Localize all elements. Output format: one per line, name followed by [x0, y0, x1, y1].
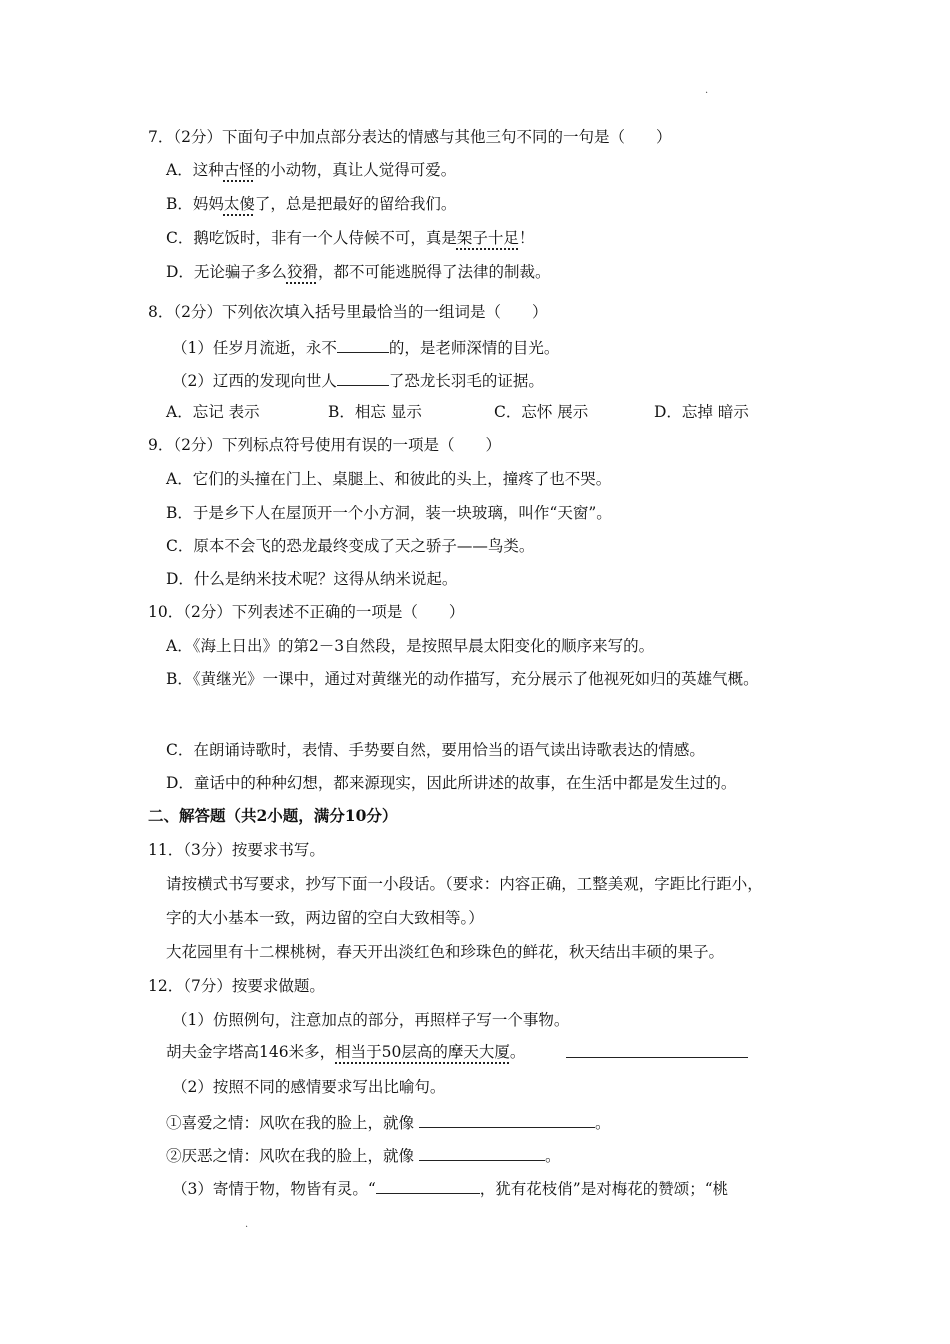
q12-part-3: （3）寄情于物，物皆有灵。“ ，犹有花枝俏”是对梅花的赞颂；“桃: [172, 1177, 728, 1199]
q12-part-3-blank[interactable]: [376, 1177, 480, 1194]
q12-love-simile: ①喜爱之情：风吹在我的脸上，就像 。: [166, 1111, 610, 1133]
q12-example-dotted: 相当于50层高的摩天大厦: [335, 1043, 510, 1061]
q7-option-c-dotted: 架子十足: [456, 229, 519, 247]
page-mark-top: ·: [705, 88, 709, 99]
q8-blank-2[interactable]: [337, 369, 389, 386]
q8-stem: 8．（2分）下列依次填入括号里最恰当的一组词是（ ）: [148, 303, 548, 321]
page-mark-bottom: ·: [245, 1222, 249, 1233]
q12-hate-blank[interactable]: [419, 1144, 545, 1161]
q12-part-2: （2）按照不同的感情要求写出比喻句。: [172, 1078, 446, 1096]
q12-part-1: （1）仿照例句，注意加点的部分，再照样子写一个事物。: [172, 1011, 570, 1029]
q10-option-b: B．《黄继光》一课中，通过对黄继光的动作描写，充分展示了他视死如归的英雄气概。: [166, 670, 759, 688]
q10-option-a: A．《海上日出》的第2－3自然段，是按照早晨太阳变化的顺序来写的。: [166, 637, 655, 655]
q7-option-b-dotted: 太傻: [223, 195, 255, 213]
q9-option-b: B．于是乡下人在屋顶开一个小方洞，装一块玻璃，叫作“天窗”。: [166, 504, 612, 522]
q12-stem: 12．（7分）按要求做题。: [148, 977, 325, 995]
q9-option-a: A．它们的头撞在门上、桌腿上、和彼此的头上，撞疼了也不哭。: [166, 470, 612, 488]
q7-option-a: A．这种古怪的小动物，真让人觉得可爱。: [166, 161, 457, 179]
q9-stem: 9．（2分）下列标点符号使用有误的一项是（ ）: [148, 436, 501, 454]
q8-blank-1[interactable]: [337, 336, 389, 353]
q11-requirement-2: 字的大小基本一致，两边留的空白大致相等。）: [166, 909, 484, 927]
q10-option-c: C．在朗诵诗歌时，表情、手势要自然，要用恰当的语气读出诗歌表达的情感。: [166, 741, 705, 759]
q7-option-d: D．无论骗子多么狡猾，都不可能逃脱得了法律的制裁。: [166, 263, 551, 281]
q10-option-d: D．童话中的种种幻想，都来源现实，因此所讲述的故事，在生活中都是发生过的。: [166, 774, 737, 792]
q7-option-b: B．妈妈太傻了，总是把最好的留给我们。: [166, 195, 457, 213]
q12-love-blank[interactable]: [419, 1111, 595, 1128]
q7-option-a-dotted: 古怪: [223, 161, 255, 179]
q9-option-c: C．原本不会飞的恐龙最终变成了天之骄子——鸟类。: [166, 537, 535, 555]
q8-option-b: B．相忘 显示: [328, 403, 422, 421]
q7-option-c: C．鹅吃饭时，非有一个人侍候不可，真是架子十足！: [166, 229, 535, 247]
section-2-title: 二、解答题（共2小题，满分10分）: [148, 806, 398, 825]
q8-option-d: D．忘掉 暗示: [654, 403, 749, 421]
q10-stem: 10．（2分）下列表述不正确的一项是（ ）: [148, 603, 465, 621]
q12-example: 胡夫金字塔高146米多，相当于50层高的摩天大厦。: [166, 1043, 526, 1061]
q11-copy-text: 大花园里有十二棵桃树，春天开出淡红色和珍珠色的鲜花，秋天结出丰硕的果子。: [166, 943, 725, 961]
q12-hate-simile: ②厌恶之情：风吹在我的脸上，就像 。: [166, 1144, 560, 1166]
q11-requirement-1: 请按横式书写要求，抄写下面一小段话。（要求：内容正确，工整美观，字距比行距小，: [166, 875, 763, 893]
q8-sentence-1: （1）任岁月流逝，永不 的，是老师深情的目光。: [172, 336, 559, 358]
q8-option-c: C．忘怀 展示: [494, 403, 589, 421]
q7-stem: 7．（2分）下面句子中加点部分表达的情感与其他三句不同的一句是（ ）: [148, 128, 672, 146]
q8-sentence-2: （2）辽西的发现向世人 了恐龙长羽毛的证据。: [172, 369, 544, 391]
q8-option-a: A．忘记 表示: [166, 403, 260, 421]
q11-stem: 11．（3分）按要求书写。: [148, 841, 325, 859]
q9-option-d: D．什么是纳米技术呢？这得从纳米说起。: [166, 570, 458, 588]
q7-option-d-dotted: 狡猾: [286, 263, 318, 281]
q12-example-answer-blank[interactable]: [566, 1041, 748, 1058]
